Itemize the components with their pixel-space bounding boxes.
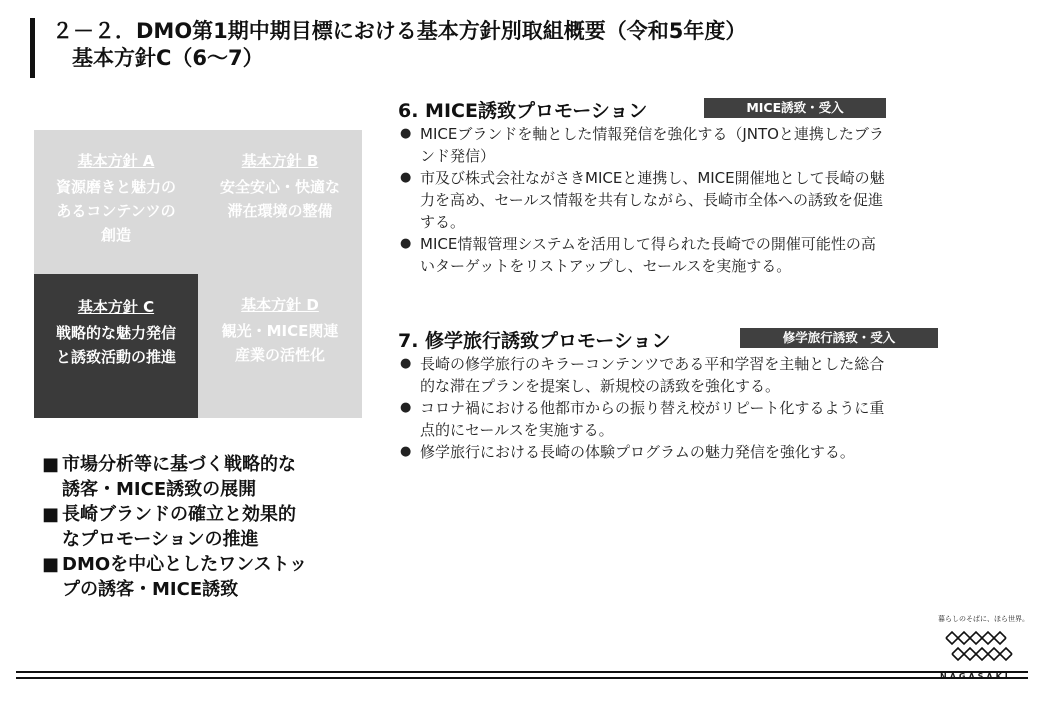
circle-bullet-icon: ●	[400, 126, 412, 141]
policy-d-line: 観光・MICE関連	[221, 322, 339, 340]
circle-bullet-icon: ●	[400, 356, 412, 371]
policy-a-title: 基本方針 A	[77, 152, 155, 170]
list-item	[398, 167, 1010, 233]
policy-d-line: 産業の活性化	[234, 346, 325, 364]
policy-c-line: 戦略的な魅力発信	[55, 324, 176, 342]
list-item-text: いターゲットをリストアップし、セールスを実施する。	[420, 257, 792, 275]
circle-bullet-icon: ●	[400, 444, 412, 459]
section-mice-tag: MICE誘致・受入	[704, 98, 886, 118]
list-item	[398, 441, 1010, 463]
section-mice-title: 6. MICE誘致プロモーション	[398, 100, 648, 122]
list-item-text: DMOを中心としたワンストッ	[62, 554, 308, 575]
section-mice	[398, 96, 1010, 277]
list-item-text: 力を高め、セールス情報を共有しながら、長崎市全体への誘致を促進	[420, 191, 884, 209]
policy-b-line: 安全安心・快適な	[219, 178, 340, 196]
footer-rule	[16, 671, 1028, 673]
list-item-text: 市及び株式会社ながさきMICEと連携し、MICE開催地として長崎の魅	[420, 169, 885, 187]
nagasaki-wave-logo-icon	[942, 628, 1022, 664]
list-item	[398, 397, 1010, 441]
policy-c-title: 基本方針 C	[77, 298, 155, 316]
list-item	[398, 353, 1010, 397]
section-school-trip-title: 7. 修学旅行誘致プロモーション	[398, 330, 671, 352]
page-title-line2: 基本方針C（6〜7）	[72, 46, 264, 70]
policy-d-title: 基本方針 D	[241, 296, 319, 314]
policy-cell-d	[198, 274, 362, 418]
list-item-text: する。	[420, 213, 466, 231]
footer-rule	[16, 677, 1028, 679]
list-item-text: 市場分析等に基づく戦略的な	[62, 454, 296, 475]
list-item	[398, 233, 1010, 277]
list-item-text: 誘客・MICE誘致の展開	[62, 479, 257, 500]
square-bullet-icon: ■	[42, 504, 60, 525]
logo-tagline: 暮らしのそばに、ほら世界。	[938, 615, 1029, 623]
policy-a-line: 資源磨きと魅力の	[55, 178, 176, 196]
list-item-text: 点的にセールスを実施する。	[420, 421, 614, 439]
list-item-text: 修学旅行における長崎の体験プログラムの魅力発信を強化する。	[420, 443, 855, 461]
list-item-text: 長崎ブランドの確立と効果的	[62, 504, 296, 525]
policy-c-line: と誘致活動の推進	[55, 348, 176, 366]
list-item-text: 長崎の修学旅行のキラーコンテンツである平和学習を主軸とした総合	[420, 355, 885, 373]
list-item	[42, 552, 362, 602]
list-item-text: 的な滞在プランを提案し、新規校の誘致を強化する。	[420, 377, 781, 395]
page-title	[52, 18, 746, 72]
policy-cell-c	[34, 274, 198, 418]
list-item-text: コロナ禍における他都市からの振り替え校がリピート化するように重	[420, 399, 885, 417]
square-bullet-icon: ■	[42, 454, 60, 475]
policy-b-line: 滞在環境の整備	[227, 202, 333, 220]
policy-cell-b	[198, 130, 362, 274]
list-item-text: ンド発信）	[420, 147, 496, 165]
policy-grid	[34, 130, 362, 418]
policy-a-line: あるコンテンツの	[56, 202, 176, 220]
policy-cell-a	[34, 130, 198, 274]
section-school-trip	[398, 326, 1010, 463]
list-item-text: なプロモーションの推進	[62, 529, 259, 550]
section-school-trip-tag: 修学旅行誘致・受入	[740, 328, 938, 348]
circle-bullet-icon: ●	[400, 400, 412, 415]
list-item	[42, 502, 362, 552]
list-item	[398, 123, 1010, 167]
policy-a-line: 創造	[100, 226, 131, 244]
list-item-text: MICE情報管理システムを活用して得られた長崎での開催可能性の高	[420, 235, 876, 253]
page-title-line1: ２－２．DMO第1期中期目標における基本方針別取組概要（令和5年度）	[52, 19, 747, 43]
list-item-text: MICEブランドを軸とした情報発信を強化する（JNTOと連携したブラ	[420, 125, 884, 143]
strategy-list	[42, 452, 362, 602]
circle-bullet-icon: ●	[400, 170, 412, 185]
list-item	[42, 452, 362, 502]
circle-bullet-icon: ●	[400, 236, 412, 251]
square-bullet-icon: ■	[42, 554, 60, 575]
policy-b-title: 基本方針 B	[241, 152, 319, 170]
list-item-text: プの誘客・MICE誘致	[62, 579, 239, 600]
title-accent-bar	[30, 18, 35, 78]
